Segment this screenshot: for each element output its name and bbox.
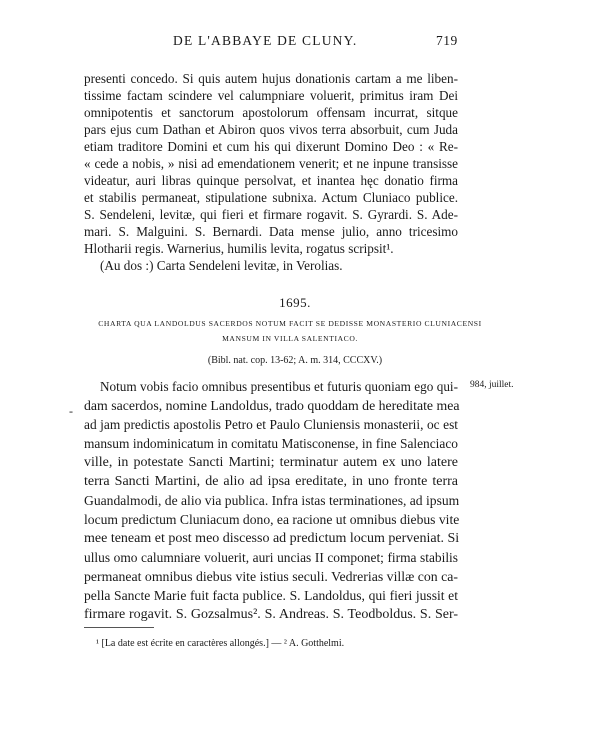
charter-source: (Bibl. nat. cop. 13-62; A. m. 314, CCCXV.) — [207, 355, 383, 366]
text-line: terra Sancti Martini, de alio ad ipsa ereditate, in uno fronte terra — [84, 474, 458, 489]
text-line: ville, in potestate Sancti Martini; terminatur autem ex uno latere — [84, 455, 458, 470]
text-line: Hlotharii regis. Warnerius, humilis levita, rogatus scripsit¹. — [84, 241, 394, 256]
text-line: omnipotentis et sanctorum apostolorum offensam incurrat, sitque — [84, 105, 458, 120]
endorsement-line: (Au dos :) Carta Sendeleni levitæ, in Verolias. — [100, 258, 343, 273]
charter-rubric-line: MANSUM IN VILLA SALENTIACO. — [222, 334, 358, 343]
text-line: ullus omo calumniare voluerit, auri uncias II componet; firma stabilis — [84, 550, 458, 565]
text-line: mee teneam et post meo discesso ad predictum locum perveniat. Si — [84, 531, 460, 546]
text-line: Notum vobis facio omnibus presentibus et futuris quoniam ego qui- — [100, 379, 458, 394]
charter-number: 1695. — [279, 295, 311, 310]
running-title: DE L'ABBAYE DE CLUNY. — [173, 33, 358, 48]
margin-date: 984, juillet. — [470, 380, 514, 390]
text-line: etiam traditore Domini et cum his qui dixerunt Domino Deo : « Re- — [84, 139, 458, 154]
charter-rubric-line: CHARTA QUA LANDOLDUS SACERDOS NOTUM FACIT SE DEDISSE MONASTERIO CLUNIACENSI — [98, 319, 482, 328]
footnotes: ¹ [La date est écrite en caractères allongés.] — ² A. Gotthelmi. — [96, 638, 345, 649]
text-line: locum predictum Cluniacum dono, ea racione ut omnibus diebus vite — [84, 512, 460, 527]
text-line: videatur, auri libras quinque persolvat, et inantea hęc donatio firma — [84, 173, 458, 188]
page-header — [0, 33, 590, 53]
text-line: dam sacerdos, nomine Landoldus, trado quoddam de hereditate mea — [84, 398, 460, 413]
text-line: pella Sancte Marie fuit facta publice. S. Landoldus, qui fieri jussit et — [84, 588, 458, 603]
text-line: S. Sendeleni, levitæ, qui fieri et firmare rogavit. S. Gyrardi. S. Ade- — [84, 207, 458, 222]
text-line: ad jam predictis apostolis Petro et Paulo Cluniensis monasterii, oc est — [84, 417, 458, 432]
text-line: « cede a nobis, » nisi ad emendationem venerit; et ne inpune transisse — [84, 156, 458, 171]
text-line: et stabilis permaneat, stipulatione subnixa. Actum Cluniaco publice. — [84, 190, 458, 205]
footnote-rule — [84, 627, 154, 628]
text-line: Guandalmodi, de alio via publica. Infra istas terminationes, ad ipsum — [84, 493, 460, 508]
margin-mark: - — [69, 404, 73, 418]
page-number: 719 — [436, 33, 458, 48]
text-line: mari. S. Malguini. S. Bernardi. Data mense julio, anno tricesimo — [84, 224, 458, 239]
text-line: mansum indominicatum in comitatu Matisconense, in fine Salenciaco — [84, 436, 458, 451]
text-line: tissime factam scindere vel calumpniare voluerit, primitus iram Dei — [84, 88, 458, 103]
text-line: pars ejus cum Dathan et Abiron quos vivos terra absorbuit, cum Juda — [84, 122, 458, 137]
text-line: firmare rogavit. S. Gozsalmus². S. Andreas. S. Teodboldus. S. Ser- — [84, 607, 458, 622]
text-line: permaneat omnibus diebus vite istius seculi. Vedrerias villæ con ca- — [84, 569, 458, 584]
text-line: presenti concedo. Si quis autem hujus donationis cartam a me liben- — [84, 71, 458, 86]
